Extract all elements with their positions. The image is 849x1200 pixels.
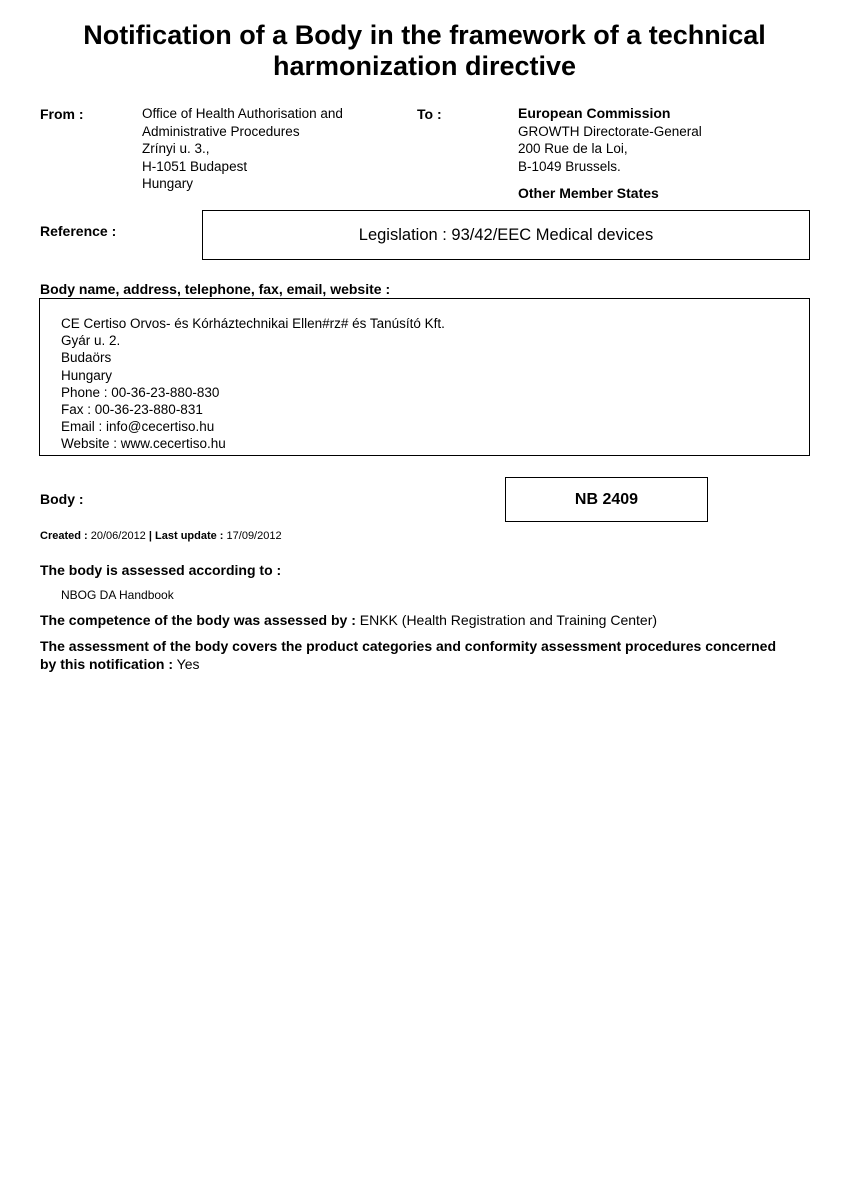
assessed-value: NBOG DA Handbook [61,588,174,602]
from-label: From : [40,106,84,122]
assessed-label: The body is assessed according to : [40,562,282,578]
to-org: European Commission [518,105,671,121]
body-info-line: Gyár u. 2. [61,333,121,349]
last-update-label: Last update : [155,530,224,542]
coverage-statement [40,638,820,673]
date-separator: | [148,530,152,542]
from-address [142,105,343,193]
to-address [518,105,702,175]
from-line: Office of Health Authorisation and [142,106,343,121]
from-line: Administrative Procedures [142,123,300,139]
body-label: Body : [40,491,84,507]
legislation-text: Legislation : 93/42/EEC Medical devices [358,225,654,244]
nb-number: NB 2409 [574,490,639,508]
body-info-line: Fax : 00-36-23-880-831 [61,402,203,418]
competence-value: ENKK (Health Registration and Training Center) [359,612,658,628]
coverage-label-line2: by this notification : [40,655,173,672]
body-info-line: CE Certiso Orvos- és Kórháztechnikai Ellen#rz# és Tanúsító Kft. [61,316,445,331]
competence-label: The competence of the body was assessed by : [40,612,356,628]
to-line: 200 Rue de la Loi, [518,141,628,156]
coverage-value: Yes [176,655,200,672]
to-line: GROWTH Directorate-General [518,123,702,139]
nb-number-box [505,477,708,522]
body-info-line: Phone : 00-36-23-880-830 [61,384,220,400]
body-info-label: Body name, address, telephone, fax, email, website : [40,281,391,297]
body-info-line: Budaörs [61,350,112,366]
legislation-box [202,210,810,260]
to-label: To : [417,106,442,122]
to-line: B-1049 Brussels. [518,158,621,174]
created-date: 20/06/2012 [90,530,146,542]
document-title: Notification of a Body in the framework of a technical harmonization directive [83,20,766,81]
from-line: Hungary [142,176,194,191]
from-line: Zrínyi u. 3., [142,141,210,156]
from-line: H-1051 Budapest [142,158,248,174]
competence-line [40,612,657,628]
reference-label: Reference : [40,223,117,239]
created-label: Created : [40,530,88,542]
coverage-label-line1: The assessment of the body covers the product categories and conformity assessment procedures concerned [40,638,776,654]
body-info-box [39,298,810,456]
other-member-states: Other Member States [518,185,659,201]
last-update-date: 17/09/2012 [226,530,282,542]
body-info-line: Website : www.cecertiso.hu [61,436,226,452]
dates-line [40,530,282,542]
body-info-line: Email : info@cecertiso.hu [61,419,215,435]
body-info-line: Hungary [61,367,113,383]
